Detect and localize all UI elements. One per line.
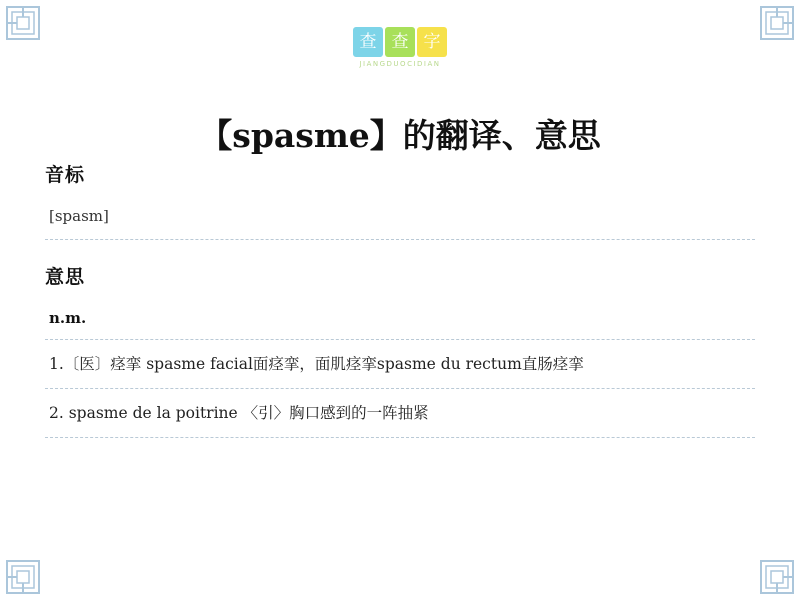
sense-item: 1.〔医〕痉挛 spasme facial面痉挛，面肌痉挛spasme du rectum直肠痉挛 — [49, 355, 584, 373]
logo-blocks — [352, 27, 448, 57]
logo-subtitle: JIANGDUOCIDIAN — [359, 60, 441, 68]
meaning-heading: 意思 — [45, 266, 86, 288]
divider — [45, 239, 755, 240]
sense-item: 2. spasme de la poitrine 〈引〉胸口感到的一阵抽紧 — [49, 403, 429, 422]
page-title: 【spasme】的翻译、意思 — [199, 116, 601, 156]
content-area — [45, 160, 755, 438]
phonetic-heading: 音标 — [45, 164, 86, 186]
site-logo[interactable] — [0, 14, 800, 68]
logo-block-1: 查 — [353, 27, 383, 57]
logo-block-2: 查 — [385, 27, 415, 57]
divider — [45, 437, 755, 438]
logo-block-3: 字 — [417, 27, 447, 57]
phonetic-value: [spasm] — [49, 207, 109, 225]
part-of-speech: n.m. — [49, 309, 87, 327]
corner-ornament-icon — [760, 560, 794, 594]
corner-ornament-icon — [6, 560, 40, 594]
